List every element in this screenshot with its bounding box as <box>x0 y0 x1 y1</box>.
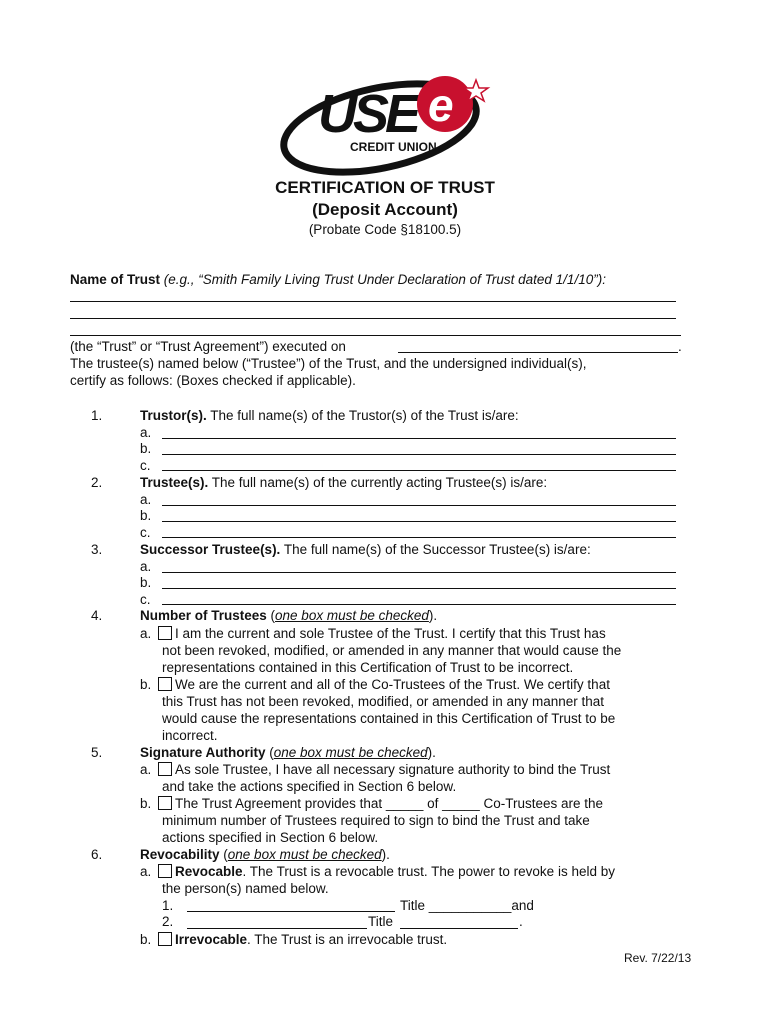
section-3-heading: Successor Trustee(s). The full name(s) of the Successor Trustee(s) is/are: <box>140 542 591 557</box>
certify-text-line1: The trustee(s) named below (“Trustee”) of the Trust, and the undersigned individual(s), <box>70 356 587 371</box>
use-credit-union-logo <box>280 66 505 176</box>
trustee-a-field[interactable] <box>162 505 676 506</box>
co-trustees-text-2: this Trust has not been revoked, modified, or amended in any manner that <box>162 694 605 709</box>
document-title: CERTIFICATION OF TRUST <box>275 178 495 197</box>
co-signature-letter: b. <box>140 796 152 811</box>
successor-c-field[interactable] <box>162 604 676 605</box>
revoker-1-title-label: Title ___________and <box>400 898 534 913</box>
trustee-b-letter: b. <box>140 508 152 523</box>
co-trustees-letter: b. <box>140 677 152 692</box>
revoker-2-title-field[interactable] <box>400 928 518 929</box>
revoker-2-period: . <box>519 914 523 929</box>
section-4-heading: Number of Trustees (one box must be checked). <box>140 608 438 623</box>
revocable-text-1: Revocable. The Trust is a revocable trust. The power to revoke is held by <box>175 864 615 879</box>
section-2-number: 2. <box>91 475 103 490</box>
successor-a-field[interactable] <box>162 572 676 573</box>
revoker-2-name-field[interactable] <box>187 928 367 929</box>
section-4-number: 4. <box>91 608 103 623</box>
sole-trustee-text-1: I am the current and sole Trustee of the Trust. I certify that this Trust has <box>175 626 606 641</box>
irrevocable-text: Irrevocable. The Trust is an irrevocable trust. <box>175 932 448 947</box>
irrevocable-letter: b. <box>140 932 152 947</box>
revoker-2-title-label: Title <box>368 914 394 929</box>
trustor-b-letter: b. <box>140 441 152 456</box>
trustee-b-field[interactable] <box>162 521 676 522</box>
co-signature-checkbox[interactable] <box>158 796 172 810</box>
sole-trustee-letter: a. <box>140 626 152 641</box>
sole-trustee-text-2: not been revoked, modified, or amended in any manner that would cause the <box>162 643 622 658</box>
revoker-2-number: 2. <box>162 914 174 929</box>
logo-sub-text: CREDIT UNION <box>350 140 437 154</box>
sole-trustee-text-3: representations contained in this Certification of Trust to be incorrect. <box>162 660 574 675</box>
trustee-c-letter: c. <box>140 525 151 540</box>
co-signature-text-1: The Trust Agreement provides that _____ of _____ Co-Trustees are the <box>175 796 603 811</box>
section-5-number: 5. <box>91 745 103 760</box>
successor-b-letter: b. <box>140 575 152 590</box>
successor-a-letter: a. <box>140 559 152 574</box>
sole-signature-text-1: As sole Trustee, I have all necessary signature authority to bind the Trust <box>175 762 611 777</box>
trustor-b-field[interactable] <box>162 454 676 455</box>
sole-signature-letter: a. <box>140 762 152 777</box>
revocable-letter: a. <box>140 864 152 879</box>
sole-trustee-checkbox[interactable] <box>158 626 172 640</box>
co-trustees-text-3: would cause the representations contained in this Certification of Trust to be <box>162 711 616 726</box>
trustor-a-field[interactable] <box>162 438 676 439</box>
co-signature-text-2: minimum number of Trustees required to sign to bind the Trust and take <box>162 813 590 828</box>
irrevocable-checkbox[interactable] <box>158 932 172 946</box>
revoker-1-number: 1. <box>162 898 174 913</box>
section-1-number: 1. <box>91 408 103 423</box>
trust-name-field-3[interactable] <box>70 335 681 336</box>
trustee-c-field[interactable] <box>162 537 676 538</box>
co-trustees-checkbox[interactable] <box>158 677 172 691</box>
executed-on-period: . <box>678 339 682 354</box>
certify-text-line2: certify as follows: (Boxes checked if applicable). <box>70 373 356 388</box>
executed-on-label: (the “Trust” or “Trust Agreement”) executed on <box>70 339 346 354</box>
trust-name-field-2[interactable] <box>70 318 676 319</box>
executed-on-date-field[interactable] <box>398 352 678 353</box>
trustor-c-letter: c. <box>140 458 151 473</box>
section-1-heading: Trustor(s). The full name(s) of the Trustor(s) of the Trust is/are: <box>140 408 519 423</box>
revision-date: Rev. 7/22/13 <box>624 951 692 965</box>
sole-signature-text-2: and take the actions specified in Section 6 below. <box>162 779 457 794</box>
revocable-text-2: the person(s) named below. <box>162 881 329 896</box>
successor-b-field[interactable] <box>162 588 676 589</box>
successor-c-letter: c. <box>140 592 151 607</box>
trust-name-field-1[interactable] <box>70 301 676 302</box>
trustor-c-field[interactable] <box>162 470 676 471</box>
logo-brand-text: USE <box>318 84 418 144</box>
document-subtitle: (Deposit Account) <box>312 200 458 219</box>
svg-text:e: e <box>428 79 454 131</box>
co-trustees-text-4: incorrect. <box>162 728 218 743</box>
revoker-1-name-field[interactable] <box>187 911 395 912</box>
name-of-trust-label: Name of Trust (e.g., “Smith Family Living Trust Under Declaration of Trust dated 1/1/10”): <box>70 272 606 287</box>
revocable-checkbox[interactable] <box>158 864 172 878</box>
trustee-a-letter: a. <box>140 492 152 507</box>
section-3-number: 3. <box>91 542 103 557</box>
section-6-heading: Revocability (one box must be checked). <box>140 847 390 862</box>
trustor-a-letter: a. <box>140 425 152 440</box>
probate-code-reference: (Probate Code §18100.5) <box>308 222 462 237</box>
section-2-heading: Trustee(s). The full name(s) of the currently acting Trustee(s) is/are: <box>140 475 548 490</box>
section-6-number: 6. <box>91 847 103 862</box>
section-5-heading: Signature Authority (one box must be checked). <box>140 745 436 760</box>
sole-signature-checkbox[interactable] <box>158 762 172 776</box>
co-signature-text-3: actions specified in Section 6 below. <box>162 830 379 845</box>
co-trustees-text-1: We are the current and all of the Co-Trustees of the Trust. We certify that <box>175 677 610 692</box>
